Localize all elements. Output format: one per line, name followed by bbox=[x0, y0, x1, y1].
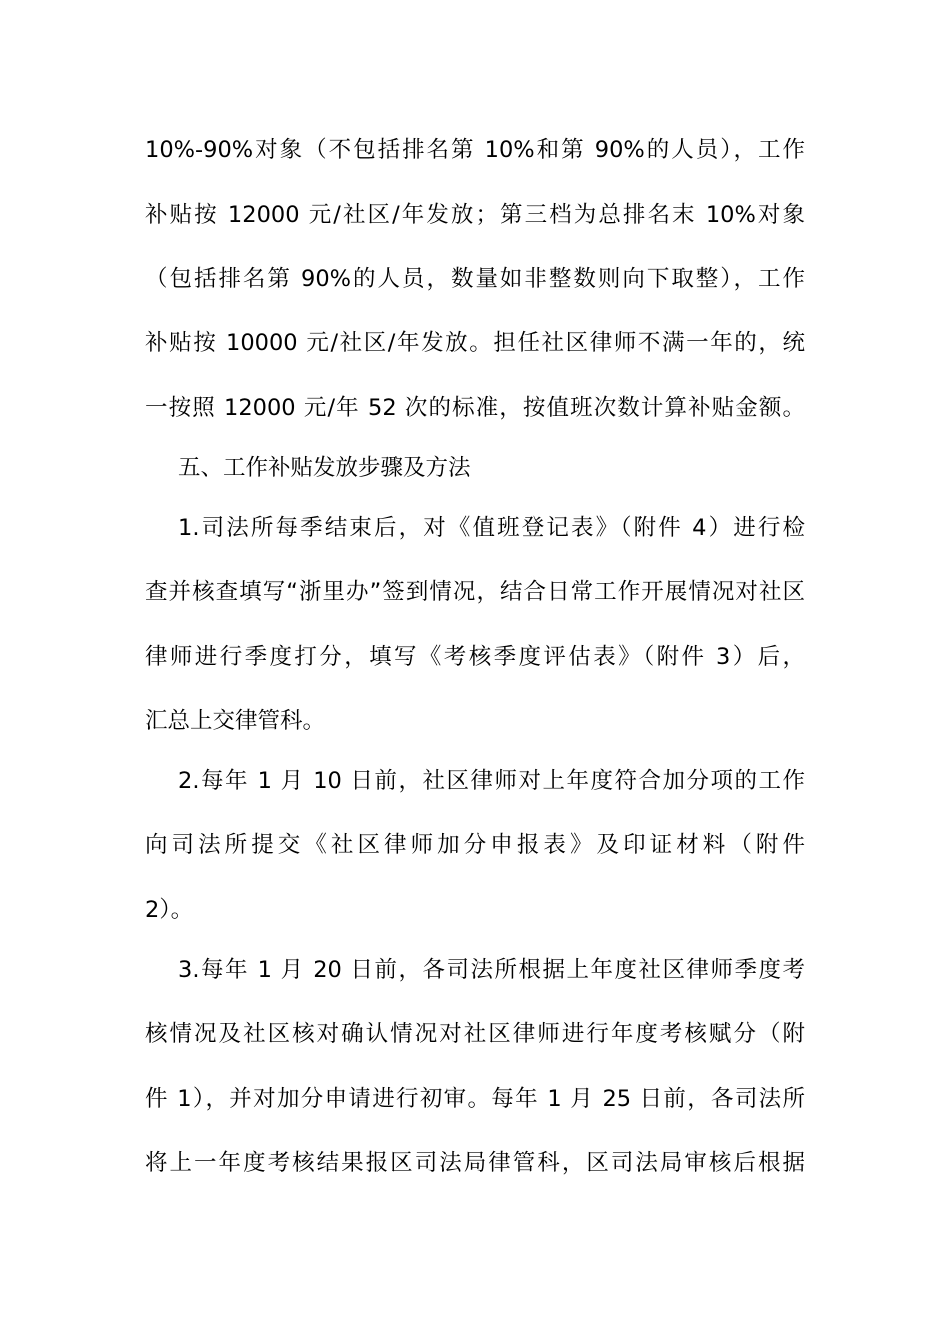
text-line-15: 核情况及社区核对确认情况对社区律师进行年度考核赋分（附 bbox=[145, 1021, 805, 1047]
text-line-9: 律师进行季度打分，填写《考核季度评估表》（附件 3）后， bbox=[145, 644, 805, 670]
text-line-1: 10%-90%对象（不包括排名第 10%和第 90%的人员），工作 bbox=[145, 137, 805, 163]
text-line-3: （包括排名第 90%的人员，数量如非整数则向下取整），工作 bbox=[145, 266, 805, 292]
text-line-2: 补贴按 12000 元/社区/年发放；第三档为总排名末 10%对象 bbox=[145, 202, 805, 228]
section-heading: 五、工作补贴发放步骤及方法 bbox=[178, 455, 471, 481]
text-line-12: 向司法所提交《社区律师加分申报表》及印证材料（附件 bbox=[145, 832, 805, 858]
text-line-11: 2.每年 1 月 10 日前，社区律师对上年度符合加分项的工作 bbox=[178, 768, 805, 794]
text-line-16: 件 1），并对加分申请进行初审。每年 1 月 25 日前，各司法所 bbox=[145, 1086, 805, 1112]
text-line-8: 查并核查填写“浙里办”签到情况，结合日常工作开展情况对社区 bbox=[145, 579, 805, 605]
text-line-14: 3.每年 1 月 20 日前，各司法所根据上年度社区律师季度考 bbox=[178, 957, 805, 983]
text-line-13: 2）。 bbox=[145, 897, 194, 923]
text-line-7: 1.司法所每季结束后，对《值班登记表》（附件 4）进行检 bbox=[178, 515, 805, 541]
text-line-10: 汇总上交律管科。 bbox=[145, 708, 326, 734]
text-line-4: 补贴按 10000 元/社区/年发放。担任社区律师不满一年的，统 bbox=[145, 330, 805, 356]
text-line-17: 将上一年度考核结果报区司法局律管科，区司法局审核后根据 bbox=[145, 1150, 805, 1176]
text-line-5: 一按照 12000 元/年 52 次的标准，按值班次数计算补贴金额。 bbox=[145, 395, 805, 421]
